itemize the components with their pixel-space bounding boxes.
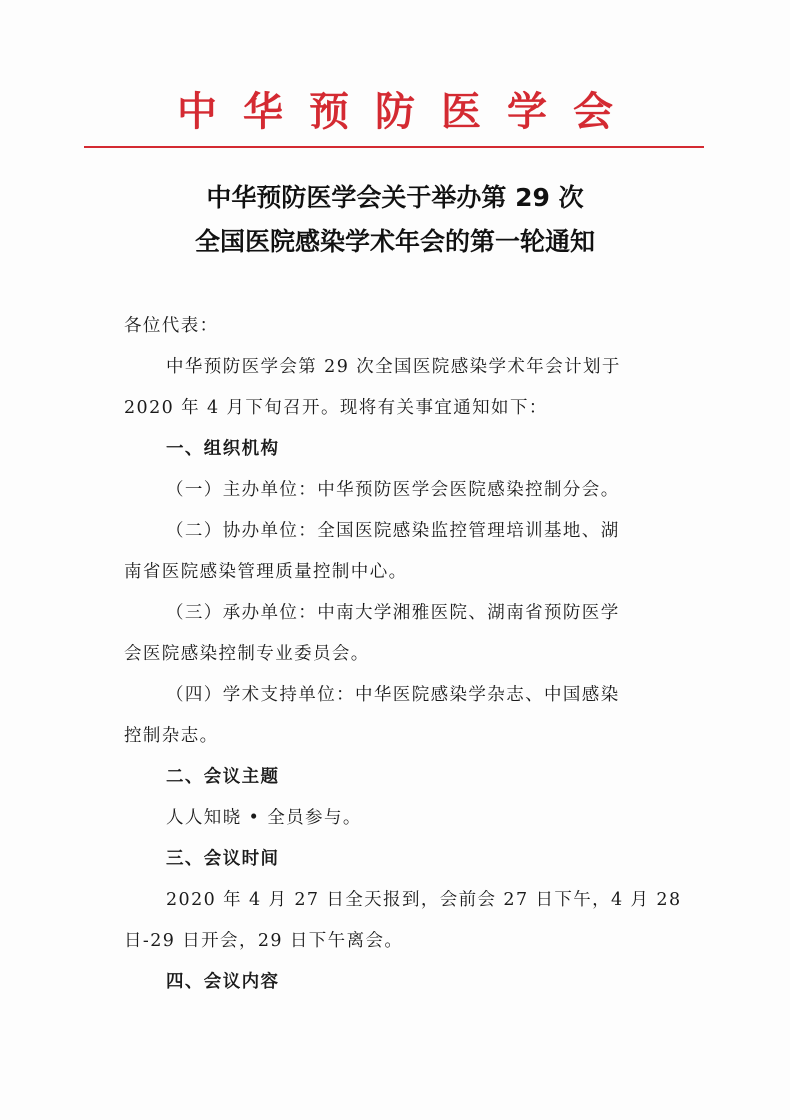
document-body: [124, 306, 680, 1003]
academic-support-line-1: （四）学术支持单位：中华医院感染学杂志、中国感染: [166, 685, 620, 705]
host-line-1: （三）承办单位：中南大学湘雅医院、湖南省预防医学: [166, 603, 620, 623]
section-heading-organization: 一、组织机构: [166, 439, 280, 459]
academic-support-line-2: 控制杂志。: [124, 726, 219, 746]
time-line-1: 2020 年 4 月 27 日全天报到，会前会 27 日下午，4 月 28: [166, 890, 682, 910]
letterhead-divider: [84, 146, 704, 148]
intro-line-1: 中华预防医学会第 29 次全国医院感染学术年会计划于: [166, 357, 621, 377]
organization-letterhead: 中华预防医学会: [177, 88, 639, 135]
title-line-2: 全国医院感染学术年会的第一轮通知: [194, 227, 595, 256]
section-heading-theme: 二、会议主题: [166, 767, 280, 787]
host-line-2: 会医院感染控制专业委员会。: [124, 644, 370, 664]
document-title: [0, 176, 790, 264]
salutation: 各位代表：: [124, 316, 219, 336]
co-organizer-line-1: （二）协办单位：全国医院感染监控管理培训基地、湖: [166, 521, 620, 541]
co-organizer-line-2: 南省医院感染管理质量控制中心。: [124, 562, 408, 582]
organizer-item: （一）主办单位：中华预防医学会医院感染控制分会。: [166, 480, 620, 500]
title-line-1: 中华预防医学会关于举办第 29 次: [206, 183, 584, 212]
section-heading-content: 四、会议内容: [166, 972, 280, 992]
section-heading-time: 三、会议时间: [166, 849, 280, 869]
intro-line-2: 2020 年 4 月下旬召开。现将有关事宜通知如下：: [124, 398, 548, 418]
theme-text: 人人知晓 • 全员参与。: [166, 808, 362, 828]
time-line-2: 日-29 日开会，29 日下午离会。: [124, 931, 404, 951]
